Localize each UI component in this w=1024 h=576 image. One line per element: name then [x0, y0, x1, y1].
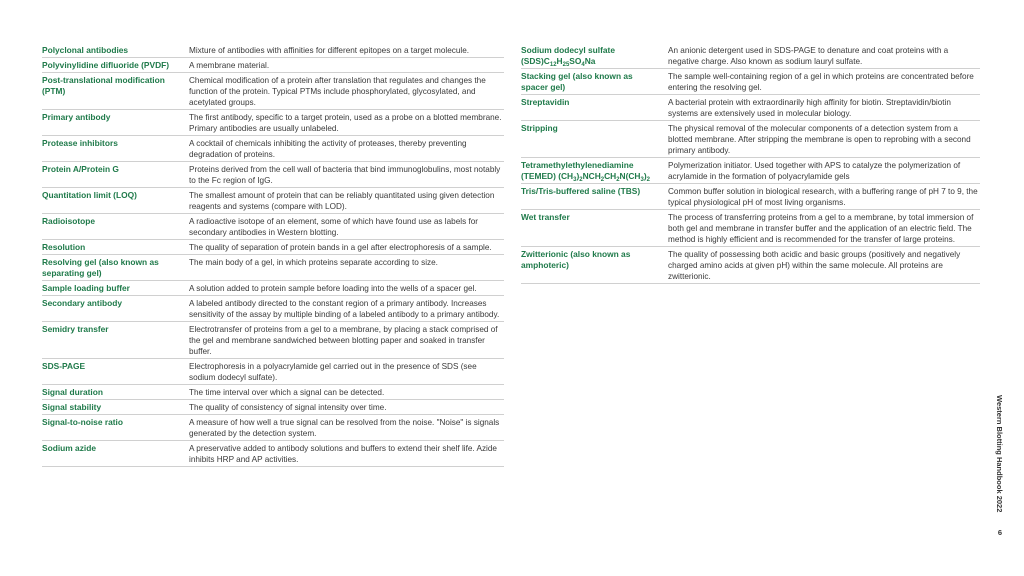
- glossary-definition: A labeled antibody directed to the constant region of a primary antibody. Increases sensitivity of the assay by multiple binding of a labeled antibody to a primary antibody.: [189, 299, 500, 319]
- glossary-entry: [42, 110, 504, 136]
- glossary-definition: Electrophoresis in a polyacrylamide gel carried out in the presence of SDS (see sodium dodecyl sulfate).: [189, 362, 477, 382]
- glossary-term: Signal-to-noise ratio: [42, 417, 123, 427]
- glossary-term: Signal stability: [42, 402, 102, 412]
- glossary-definition: Electrotransfer of proteins from a gel to a membrane, by placing a stack comprised of the gel and membrane sandwiched between blotting paper and soaked in transfer buffer.: [189, 325, 498, 356]
- glossary-term: Resolution: [42, 242, 86, 252]
- glossary-term: Polyvinylidine difluoride (PVDF): [42, 60, 170, 70]
- glossary-term: Resolving gel (also known as separating gel): [42, 257, 159, 278]
- glossary-entry: [42, 441, 504, 467]
- glossary-entry: [42, 281, 504, 296]
- glossary-definition: The quality of possessing both acidic and basic groups (positively and negatively charged amino acids at given pH) within the same molecule. All proteins are zwitterionic.: [668, 250, 961, 281]
- glossary-term: Quantitation limit (LOQ): [42, 190, 137, 200]
- glossary-definition: A bacterial protein with extraordinarily high affinity for biotin. Streptavidin/biotin systems are extensively used in molecular biology.: [668, 98, 951, 118]
- glossary-term: Protein A/Protein G: [42, 164, 119, 174]
- glossary-term: Primary antibody: [42, 112, 111, 122]
- glossary-entry: [42, 400, 504, 415]
- glossary-term: Tris/Tris-buffered saline (TBS): [521, 186, 641, 196]
- glossary-term: Tetramethylethylenediamine (TEMED) $(CH_3)_2NCH_2CH_2N(CH_3)_2$: [521, 160, 650, 183]
- page-number: 6: [997, 528, 1002, 537]
- glossary-term: Wet transfer: [521, 212, 570, 222]
- glossary-definition: Proteins derived from the cell wall of bacteria that bind immunoglobulins, most notably to the Fc region of IgG.: [189, 165, 501, 185]
- glossary-definition: The sample well-containing region of a gel in which proteins are concentrated before entering the resolving gel.: [668, 72, 974, 92]
- glossary-entry: [42, 296, 504, 322]
- glossary-definition: Mixture of antibodies with affinities for different epitopes on a target molecule.: [189, 46, 470, 55]
- glossary-definition: A radioactive isotope of an element, some of which have found use as labels for secondary antibodies in Western blotting.: [189, 217, 479, 237]
- glossary-entry: [521, 69, 980, 95]
- glossary-entry: [521, 121, 980, 158]
- glossary-entry: [521, 247, 980, 284]
- glossary-entry: [42, 240, 504, 255]
- glossary-term: Sodium dodecyl sulfate $(SDS)C_{12}H_{25}SO_4Na$: [521, 45, 616, 68]
- glossary-definition: Common buffer solution in biological research, with a buffering range of pH 7 to 9, the typical physiological pH of most living organisms.: [668, 187, 978, 207]
- glossary-definition: An anionic detergent used in SDS-PAGE to denature and coat proteins with a negative charge. Also known as sodium lauryl sulfate.: [668, 46, 949, 66]
- glossary-entry: [521, 184, 980, 210]
- glossary-entry: [42, 58, 504, 73]
- glossary-definition: The quality of consistency of signal intensity over time.: [189, 403, 387, 412]
- glossary-entry: [42, 43, 504, 58]
- glossary-term: Stripping: [521, 123, 558, 133]
- glossary-definition: Polymerization initiator. Used together with APS to catalyze the polymerization of acrylamide in the formation of polyacrylamide gels: [668, 161, 961, 181]
- glossary-definition: The main body of a gel, in which proteins separate according to size.: [189, 258, 438, 267]
- glossary-term: Protease inhibitors: [42, 138, 118, 148]
- glossary-term: Sodium azide: [42, 443, 96, 453]
- glossary-entry: [42, 162, 504, 188]
- glossary-definition: The quality of separation of protein bands in a gel after electrophoresis of a sample.: [189, 243, 492, 252]
- glossary-left-column: [42, 43, 504, 467]
- glossary-entry: [521, 210, 980, 247]
- glossary-definition: A membrane material.: [189, 61, 270, 70]
- glossary-entry: [42, 359, 504, 385]
- glossary-definition: A cocktail of chemicals inhibiting the activity of proteases, thereby preventing degradation of proteins.: [189, 139, 467, 159]
- glossary-term: Polyclonal antibodies: [42, 45, 129, 55]
- glossary-term: Streptavidin: [521, 97, 570, 107]
- glossary-entry: [521, 43, 980, 69]
- glossary-entry: [42, 322, 504, 359]
- glossary-entry: [521, 158, 980, 184]
- glossary-term: Radioisotope: [42, 216, 96, 226]
- glossary-definition: The process of transferring proteins from a gel to a membrane, by total immersion of both gel and membrane in transfer buffer and the application of an electric field. The method is highly efficient and is recommended for the transfer of large proteins.: [668, 213, 974, 244]
- glossary-term: SDS-PAGE: [42, 361, 86, 371]
- glossary-term: Stacking gel (also known as spacer gel): [521, 71, 633, 92]
- glossary-definition: A preservative added to antibody solutions and buffers to extend their shelf life. Azide inhibits HRP and AP activities.: [189, 444, 497, 464]
- glossary-entry: [42, 255, 504, 281]
- glossary-definition: The physical removal of the molecular components of a detection system from a blotted membrane. After stripping the membrane is open to reprobing with a second primary antibody.: [668, 124, 971, 155]
- glossary-entry: [42, 73, 504, 110]
- glossary-term: Zwitterionic (also known as amphoteric): [521, 249, 631, 270]
- glossary-term: Signal duration: [42, 387, 103, 397]
- glossary-term: Sample loading buffer: [42, 283, 130, 293]
- glossary-entry: [42, 415, 504, 441]
- glossary-entry: [521, 95, 980, 121]
- glossary-term: Post-translational modification (PTM): [42, 75, 165, 96]
- glossary-entry: [42, 188, 504, 214]
- glossary-definition: The time interval over which a signal can be detected.: [189, 388, 385, 397]
- glossary-definition: A measure of how well a true signal can be resolved from the noise. "Noise" is signals generated by the detection system.: [189, 418, 500, 438]
- glossary-definition: The first antibody, specific to a target protein, used as a probe on a blotted membrane. Primary antibodies are usually unlabeled.: [189, 113, 502, 133]
- glossary-term: Secondary antibody: [42, 298, 123, 308]
- handbook-title: Western Blotting Handbook 2022: [995, 395, 1004, 513]
- glossary-definition: The smallest amount of protein that can be reliably quantitated using given detection reagents and systems (compare with LOD).: [189, 191, 495, 211]
- glossary-definition: Chemical modification of a protein after translation that regulates and changes the function of the protein. Typical PTMs include phosphorylated, glycosylated, and acetylated groups.: [189, 76, 486, 107]
- glossary-right-column: [521, 43, 980, 284]
- glossary-entry: [42, 385, 504, 400]
- glossary-entry: [42, 136, 504, 162]
- glossary-definition: A solution added to protein sample before loading into the wells of a spacer gel.: [189, 284, 477, 293]
- glossary-entry: [42, 214, 504, 240]
- glossary-term: Semidry transfer: [42, 324, 109, 334]
